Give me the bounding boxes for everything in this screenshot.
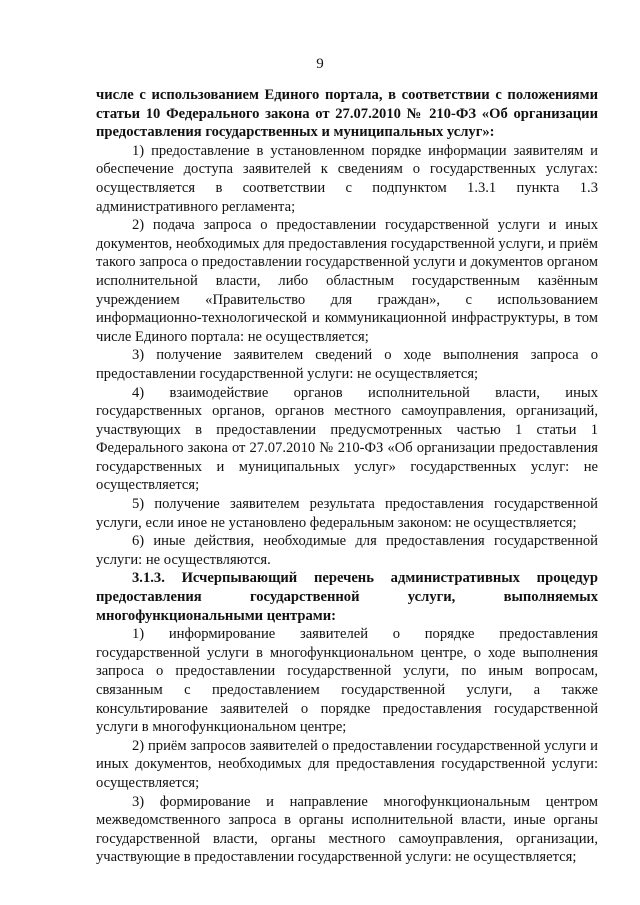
body-paragraph: 1) информирование заявителей о порядке предоставления государственной услуги в многофункциональном центре, о ходе выполнения запроса о предоставлении государственной услуги, по иным вопросам, связанным с предоставлением государственной услуги, а также консультирование заявителей о порядке предоставления государственной услуги в многофункциональном центре; bbox=[96, 626, 598, 736]
section-heading-paragraph: числе с использованием Единого портала, в соответствии с положениями статьи 10 Федерального закона от 27.07.2010 № 210-ФЗ «Об организации предоставления государственных и муниципальных услуг»: bbox=[96, 87, 598, 141]
body-paragraph: 6) иные действия, необходимые для предоставления государственной услуги: не осуществляются. bbox=[96, 533, 598, 568]
page-number: 9 bbox=[316, 56, 324, 72]
body-paragraph: 5) получение заявителем результата предоставления государственной услуги, если иное не установлено федеральным законом: не осуществляется; bbox=[96, 496, 598, 531]
body-paragraph: 1) предоставление в установленном порядке информации заявителям и обеспечение доступа заявителей к сведениям о государственных услугах: осуществляется в соответствии с подпунктом 1.3.1 пункта 1.3 административного регламента; bbox=[96, 142, 598, 215]
body-paragraph: 3) формирование и направление многофункциональным центром межведомственного запроса в органы исполнительной власти, иные органы государственной власти, органы местного самоуправления, организации, участвующие в предоставлении государственной услуги: не осуществляется; bbox=[96, 793, 598, 866]
body-paragraph: 4) взаимодействие органов исполнительной власти, иных государственных органов, органов местного самоуправления, организаций, участвующих в предоставлении предусмотренных частью 1 статьи 1 Федерального закона от 27.07.2010 № 210-ФЗ «Об организации предоставления государственных и муниципальных услуг» государственных услуг: не осуществляется; bbox=[96, 384, 598, 494]
body-paragraph: 2) приём запросов заявителей о предоставлении государственной услуги и иных документов, необходимых для предоставления государственной услуги: осуществляется; bbox=[96, 737, 598, 791]
document-body bbox=[96, 86, 598, 867]
section-heading-paragraph: 3.1.3. Исчерпывающий перечень административных процедур предоставления государственной услуги, выполняемых многофункциональными центрами: bbox=[96, 570, 598, 624]
body-paragraph: 2) подача запроса о предоставлении государственной услуги и иных документов, необходимых для предоставления государственной услуги, и приём такого запроса о предоставлении государственной услуги и документов органом исполнительной власти, либо областным государственным казённым учреждением «Правительство для граждан», с использованием информационно-технологической и коммуникационной инфраструктуры, в том числе Единого портала: не осуществляется; bbox=[96, 217, 598, 345]
body-paragraph: 3) получение заявителем сведений о ходе выполнения запроса о предоставлении государственной услуги: не осуществляется; bbox=[96, 347, 598, 382]
